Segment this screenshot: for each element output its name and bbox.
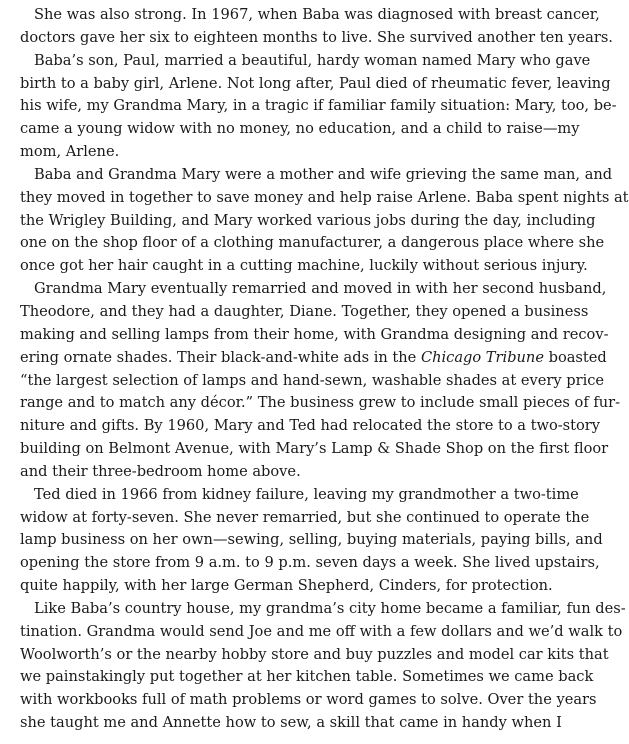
text-line: they moved in together to save money and help raise Arlene. Baba spent nights at <box>20 188 629 206</box>
text-line: one on the shop floor of a clothing manufacturer, a dangerous place where she <box>20 234 605 252</box>
text-line: she taught me and Annette how to sew, a skill that came in handy when I <box>20 714 562 732</box>
text-line: tination. Grandma would send Joe and me off with a few dollars and we’d walk to <box>20 622 623 640</box>
text-line: quite happily, with her large German Shepherd, Cinders, for protection. <box>20 577 553 595</box>
paragraph-5 <box>20 484 603 598</box>
text-line: range and to match any décor.” The business grew to include small pieces of fur- <box>20 394 621 412</box>
body-text <box>20 4 629 735</box>
text-line: She was also strong. In 1967, when Baba was diagnosed with breast cancer, <box>34 6 600 23</box>
text-line: opening the store from 9 a.m. to 9 p.m. seven days a week. She lived upstairs, <box>20 554 600 572</box>
italic-publication-title: Chicago Tribune <box>420 348 544 366</box>
text-line: doctors gave her six to eighteen months to live. She survived another ten years. <box>20 28 613 46</box>
text-line: with workbooks full of math problems or word games to solve. Over the years <box>20 691 597 709</box>
text-line: making and selling lamps from their home, with Grandma designing and recov- <box>20 325 609 343</box>
text-line: building on Belmont Avenue, with Mary’s Lamp & Shade Shop on the first floor <box>20 440 609 458</box>
paragraph-1 <box>20 4 613 50</box>
text-line: we painstakingly put together at her kitchen table. Sometimes we came back <box>20 668 594 686</box>
text-line: Ted died in 1966 from kidney failure, leaving my grandmother a two-time <box>34 485 579 503</box>
text-line: the Wrigley Building, and Mary worked various jobs during the day, including <box>20 211 596 229</box>
text-line: widow at forty-seven. She never remarried, but she continued to operate the <box>20 508 590 526</box>
text-line-with-italic <box>20 347 607 370</box>
text-line: niture and gifts. By 1960, Mary and Ted had relocated the store to a two-story <box>20 417 601 435</box>
paragraph-4 <box>20 278 621 484</box>
paragraph-2 <box>20 50 617 164</box>
text-run: boasted <box>543 348 607 366</box>
paragraph-3 <box>20 164 629 278</box>
text-line: Like Baba’s country house, my grandma’s city home became a familiar, fun des- <box>34 599 626 617</box>
text-line: once got her hair caught in a cutting machine, luckily without serious injury. <box>20 257 588 275</box>
text-line: birth to a baby girl, Arlene. Not long after, Paul died of rheumatic fever, leaving <box>20 74 611 92</box>
text-line: Woolworth’s or the nearby hobby store and buy puzzles and model car kits that <box>20 645 609 663</box>
text-line: Baba and Grandma Mary were a mother and wife grieving the same man, and <box>34 165 613 183</box>
text-line: Baba’s son, Paul, married a beautiful, hardy woman named Mary who gave <box>34 51 591 69</box>
text-line: Grandma Mary eventually remarried and moved in with her second husband, <box>34 280 607 298</box>
paragraph-6 <box>20 598 626 735</box>
text-line: “the largest selection of lamps and hand-sewn, washable shades at every price <box>20 371 605 389</box>
text-line: Theodore, and they had a daughter, Diane. Together, they opened a business <box>20 302 589 320</box>
text-line: lamp business on her own—sewing, selling, buying materials, paying bills, and <box>20 531 603 549</box>
text-line: his wife, my Grandma Mary, in a tragic if familiar family situation: Mary, too, be- <box>20 97 617 115</box>
text-run: ering ornate shades. Their black-and-white ads in the <box>20 348 421 366</box>
text-line: came a young widow with no money, no education, and a child to raise—my <box>20 120 580 138</box>
text-line: and their three-bedroom home above. <box>20 462 301 480</box>
text-line: mom, Arlene. <box>20 143 120 161</box>
